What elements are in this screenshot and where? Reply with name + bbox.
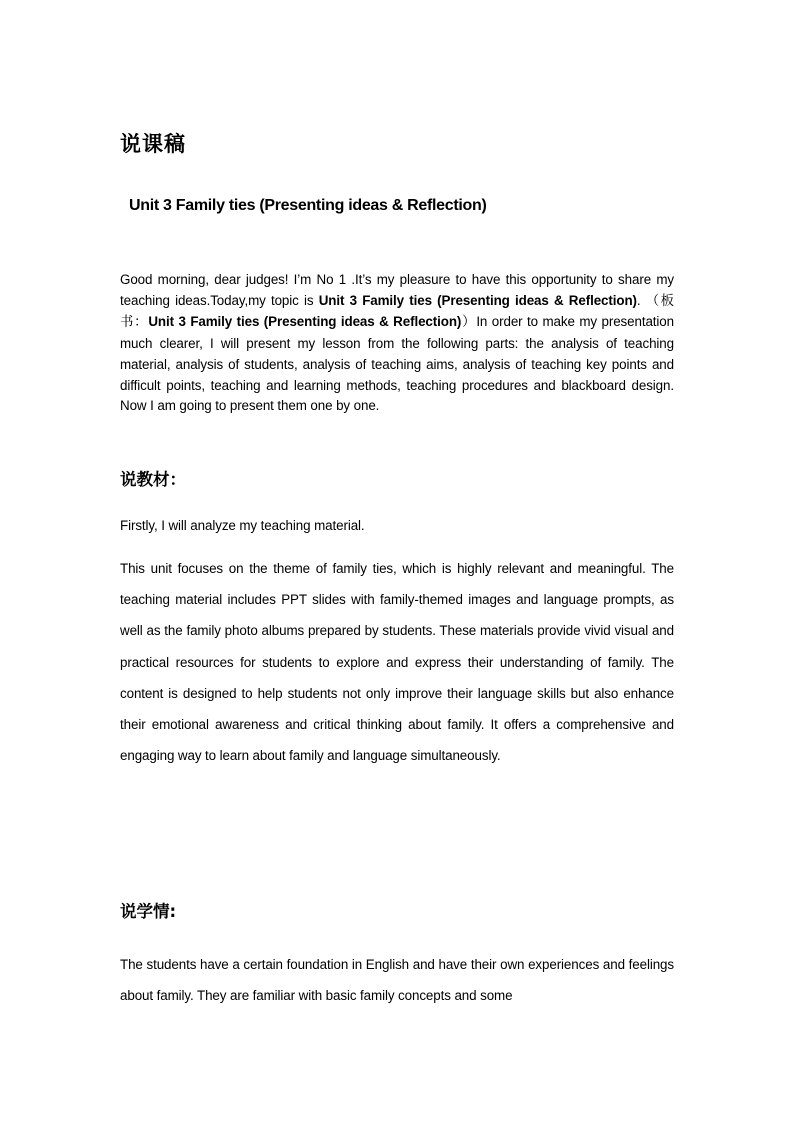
board-note-label: （板书：: [120, 293, 674, 331]
material-lead-paragraph: Firstly, I will analyze my teaching material.: [120, 518, 365, 533]
students-body-paragraph: The students have a certain foundation in English and have their own experiences and feelings about family. They are familiar with basic family concepts and some: [120, 957, 674, 1004]
intro-text-3: In order to make my presentation much clearer, I will present my lesson from the following parts: the analysis of teaching material, analysis of students, analysis of teaching aims, analysis of teaching key points and difficult points, teaching and learning methods, teaching procedures and blackboard design. Now I am going to present them one by one.: [120, 314, 674, 414]
intro-paragraph: [120, 270, 674, 417]
section-heading-students: 说学情:: [120, 902, 177, 921]
material-body-paragraph: This unit focuses on the theme of family ties, which is highly relevant and meaningful. The teaching material includes PPT slides with family-themed images and language prompts, as well as the family photo albums prepared by students. These materials provide vivid visual and practical resources for students to explore and express their understanding of family. The content is designed to help students not only improve their language skills but also enhance their emotional awareness and critical thinking about family. It offers a comprehensive and engaging way to learn about family and language simultaneously.: [120, 561, 674, 764]
intro-text-2: .: [636, 292, 646, 308]
intro-text-1: Good morning, dear judges! I’m No 1 .It’s my pleasure to have this opportunity to share my teaching ideas.Today,my topic is: [120, 272, 674, 308]
board-note-topic: Unit 3 Family ties (Presenting ideas & Reflection): [148, 314, 462, 330]
intro-topic-bold: Unit 3 Family ties (Presenting ideas & Reflection): [318, 292, 637, 308]
lesson-subtitle: Unit 3 Family ties (Presenting ideas & Reflection): [129, 197, 487, 214]
section-heading-material: 说教材：: [120, 470, 186, 489]
board-note-close: ）: [461, 315, 477, 331]
page-title: 说课稿: [120, 132, 186, 156]
